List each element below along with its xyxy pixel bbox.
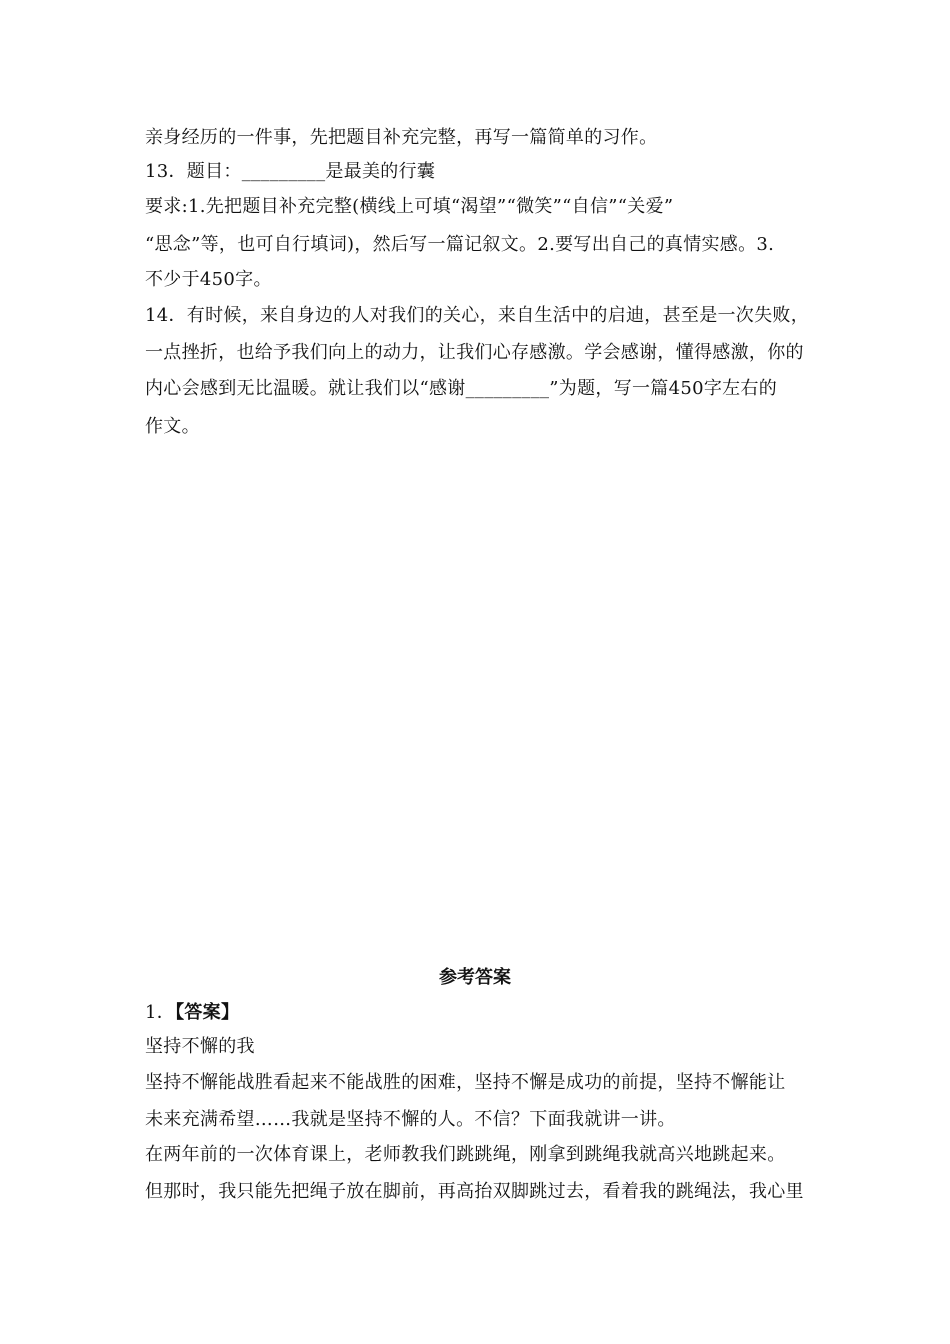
question-14-line-2: 一点挫折，也给予我们向上的动力，让我们心存感激。学会感谢，懂得感激，你的 [145, 342, 804, 363]
question-13-title: 13．题目：_________是最美的行囊 [145, 161, 436, 182]
question-13-requirement-line-3: 不少于450字。 [145, 269, 272, 290]
question-14-line-3: 内心会感到无比温暖。就让我们以“感谢_________”为题，写一篇450字左右的 [145, 378, 778, 399]
essay-title: 坚持不懈的我 [145, 1036, 255, 1057]
question-14-line-1: 14．有时候，来自身边的人对我们的关心，来自生活中的启迪，甚至是一次失败， [145, 305, 810, 326]
essay-paragraph-1-line-2: 未来充满希望……我就是坚持不懈的人。不信？下面我就讲一讲。 [145, 1109, 676, 1130]
question-13-requirement-line-1: 要求:1.先把题目补充完整(横线上可填“渴望”“微笑”“自信”“关爱” [145, 196, 674, 217]
answer-1-number: 1． [145, 1002, 176, 1023]
question-13-requirement-line-2: “思念”等，也可自行填词)，然后写一篇记叙文。2.要写出自己的真情实感。3. [145, 234, 775, 255]
answer-1-header [145, 1001, 815, 1025]
intro-line: 亲身经历的一件事，先把题目补充完整，再写一篇简单的习作。 [145, 127, 658, 148]
essay-paragraph-2-line-1: 在两年前的一次体育课上，老师教我们跳跳绳，刚拿到跳绳我就高兴地跳起来。 [145, 1144, 786, 1165]
question-14-line-4: 作文。 [145, 416, 200, 437]
answers-heading: 参考答案 [439, 967, 511, 988]
essay-paragraph-2-line-2: 但那时，我只能先把绳子放在脚前，再高抬双脚跳过去，看着我的跳绳法，我心里 [145, 1181, 804, 1202]
essay-paragraph-1-line-1: 坚持不懈能战胜看起来不能战胜的困难，坚持不懈是成功的前提，坚持不懈能让 [145, 1072, 786, 1093]
answer-label: 【答案】 [175, 1002, 240, 1023]
